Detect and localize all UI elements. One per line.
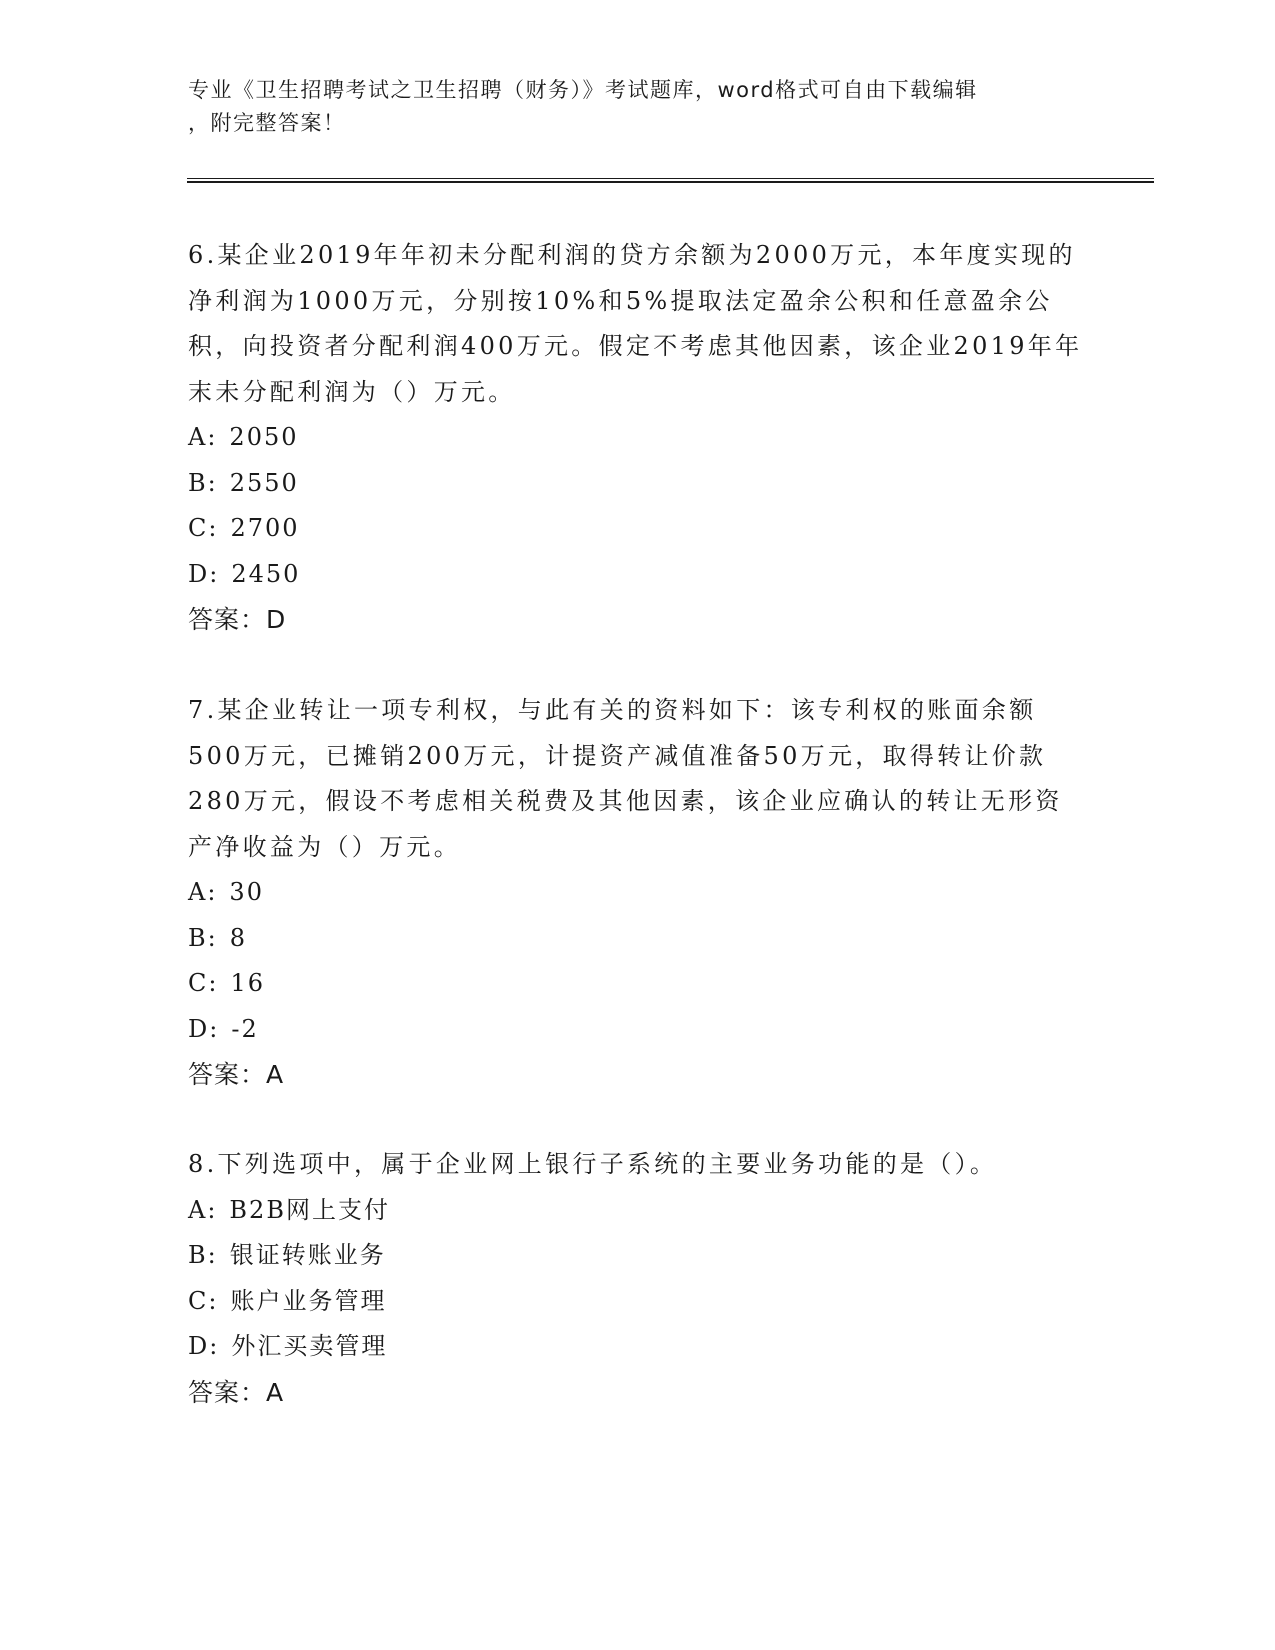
option-letter: B: <box>188 923 218 952</box>
option-text: 银证转账业务 <box>229 1241 386 1269</box>
option-d <box>188 552 1088 598</box>
question-stem: 8.下列选项中，属于企业网上银行子系统的主要业务功能的是（）。 <box>188 1150 998 1178</box>
question-7 <box>188 688 1088 1098</box>
question-stem: 7.某企业转让一项专利权，与此有关的资料如下：该专利权的账面余额500万元，已摊销200万元，计提资产减值准备50万元，取得转让价款280万元，假设不考虑相关税费及其他因素，该企业应确认的转让无形资产净收益为（）万元。 <box>188 696 1063 861</box>
option-letter: D: <box>188 1332 220 1360</box>
option-letter: C: <box>188 969 219 997</box>
option-letter: B: <box>188 1241 218 1269</box>
option-text: 2550 <box>229 468 299 497</box>
option-letter: C: <box>188 1286 219 1315</box>
option-b <box>188 461 1088 507</box>
option-text: 2050 <box>229 423 299 451</box>
option-letter: C: <box>188 514 219 542</box>
option-text: 2450 <box>231 559 301 588</box>
question-8 <box>188 1142 1088 1415</box>
document-header <box>188 74 1068 140</box>
option-text: -2 <box>231 1014 259 1043</box>
option-text: 16 <box>230 969 265 997</box>
option-text: 外汇买卖管理 <box>231 1332 388 1360</box>
option-text: 账户业务管理 <box>230 1286 387 1315</box>
question-stem: 6.某企业2019年年初未分配利润的贷方余额为2000万元，本年度实现的净利润为1000万元，分别按10%和5%提取法定盈余公积和任意盈余公积，向投资者分配利润400万元。假定不考虑其他因素，该企业2019年年末未分配利润为（）万元。 <box>188 241 1083 406</box>
header-line-2: ，附完整答案！ <box>188 111 346 135</box>
option-a <box>188 1188 1088 1234</box>
option-letter: D: <box>188 1014 220 1043</box>
option-letter: A: <box>188 423 218 451</box>
option-b <box>188 916 1088 962</box>
option-text: B2B网上支付 <box>229 1195 390 1224</box>
option-c <box>188 961 1088 1007</box>
header-divider-thick <box>187 181 1154 183</box>
option-c <box>188 506 1088 552</box>
answer-line: 答案：A <box>188 1377 285 1407</box>
option-letter: A: <box>188 1195 218 1224</box>
header-line-1: 专业《卫生招聘考试之卫生招聘（财务）》考试题库，word格式可自由下载编辑 <box>188 78 978 102</box>
option-d <box>188 1007 1088 1053</box>
answer-line: 答案：A <box>188 1060 285 1089</box>
option-text: 30 <box>229 878 264 906</box>
option-text: 8 <box>229 923 248 952</box>
option-c <box>188 1279 1088 1325</box>
header-divider-thin <box>187 178 1154 179</box>
option-a <box>188 870 1088 916</box>
option-text: 2700 <box>230 514 300 542</box>
option-b <box>188 1233 1088 1279</box>
option-letter: D: <box>188 559 220 588</box>
option-d <box>188 1324 1088 1370</box>
option-a <box>188 415 1088 461</box>
option-letter: A: <box>188 878 218 906</box>
answer-line: 答案：D <box>188 605 287 634</box>
option-letter: B: <box>188 468 218 497</box>
question-6 <box>188 233 1088 643</box>
